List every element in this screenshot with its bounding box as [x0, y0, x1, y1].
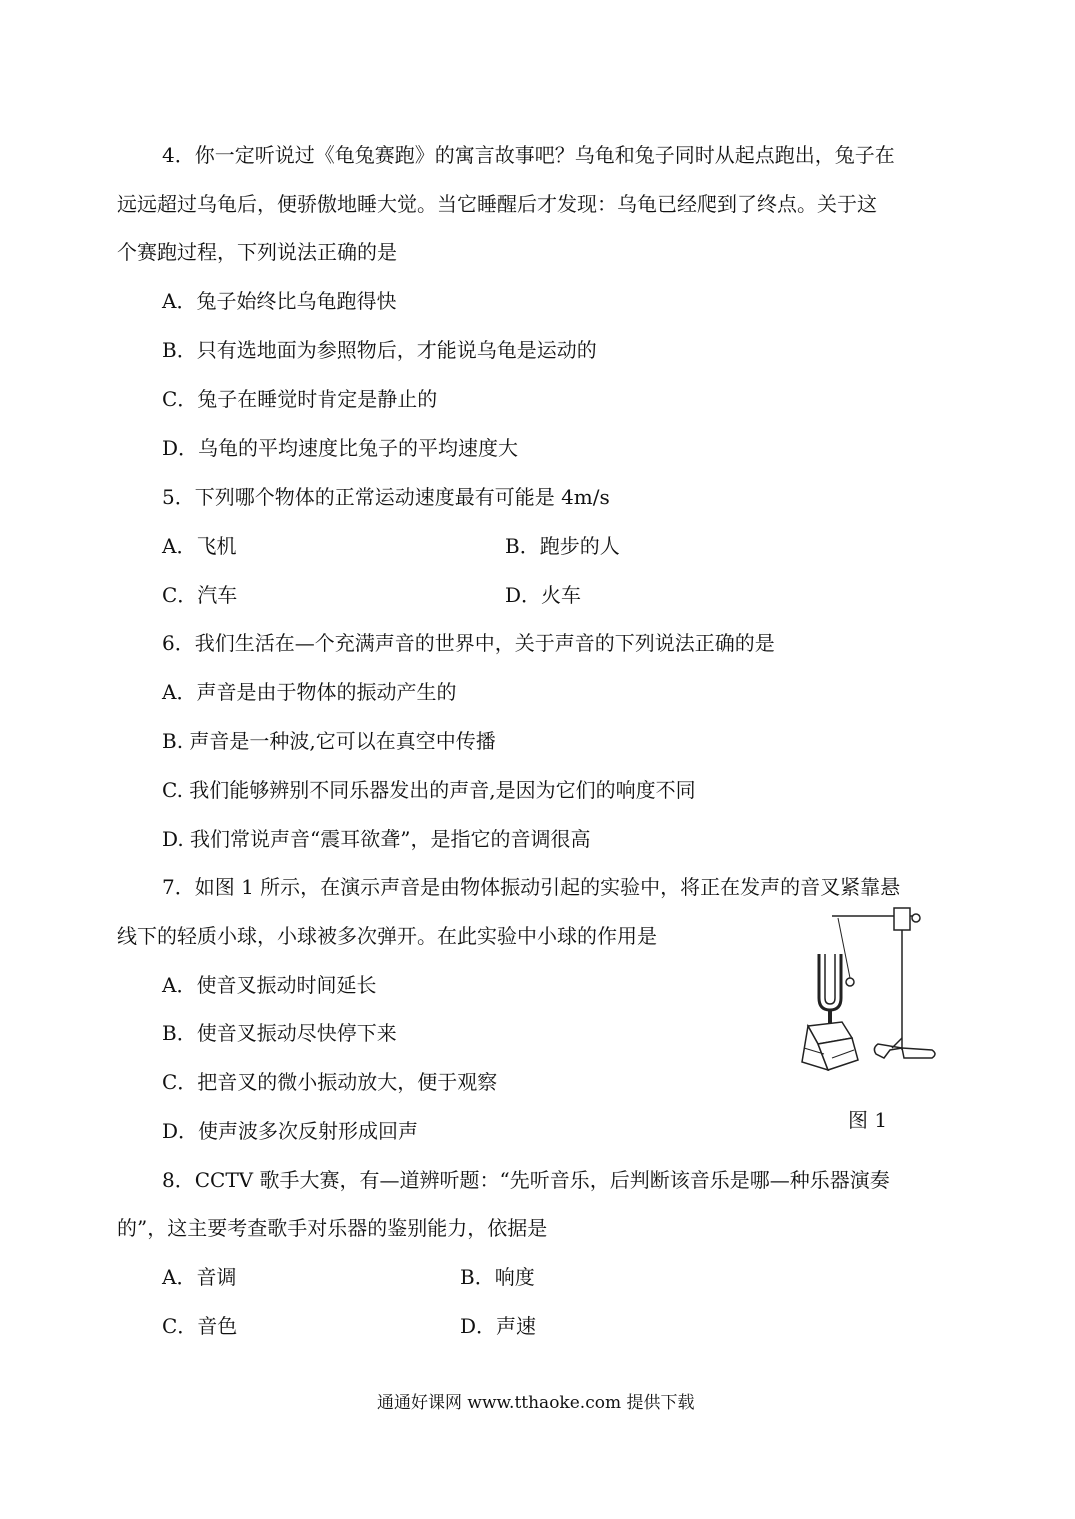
q4-option-c: C．兔子在睡觉时肯定是静止的: [162, 387, 438, 411]
q6-option-a: A．声音是由于物体的振动产生的: [162, 680, 457, 704]
q7-option-c: C．把音叉的微小振动放大，便于观察: [162, 1070, 498, 1094]
q7-stem-line-2: 线下的轻质小球，小球被多次弹开。在此实验中小球的作用是: [117, 924, 657, 948]
q4-stem-line-2: 远远超过乌龟后，便骄傲地睡大觉。当它睡醒后才发现：乌龟已经爬到了终点。关于这: [117, 192, 877, 216]
q6-option-c: C. 我们能够辨别不同乐器发出的声音,是因为它们的响度不同: [162, 778, 696, 802]
tuning-fork: [819, 954, 841, 1010]
tuning-fork-figure: [792, 898, 942, 1078]
q7-option-b: B．使音叉振动尽快停下来: [162, 1021, 397, 1045]
q8-stem-line-1: 8．CCTV 歌手大赛，有—道辨听题：“先听音乐，后判断该音乐是哪—种乐器演奏: [162, 1168, 890, 1192]
q7-option-d: D．使声波多次反射形成回声: [162, 1119, 419, 1143]
stand-clamp: [894, 908, 910, 930]
q6-option-d: D. 我们常说声音“震耳欲聋”，是指它的音调很高: [162, 827, 591, 851]
q4-option-d: D．乌龟的平均速度比兔子的平均速度大: [162, 436, 519, 460]
q4-option-a: A．兔子始终比乌龟跑得快: [162, 289, 397, 313]
q4-stem-line-3: 个赛跑过程，下列说法正确的是: [117, 240, 397, 264]
q4-stem-line-1: 4．你一定听说过《龟兔赛跑》的寓言故事吧？乌龟和兔子同时从起点跑出，兔子在: [162, 143, 895, 167]
q8-option-a: A．音调: [162, 1265, 237, 1289]
q8-option-b: B．响度: [460, 1265, 535, 1289]
figure-1-caption: 图 1: [848, 1108, 888, 1132]
q4-option-b: B．只有选地面为参照物后，才能说乌龟是运动的: [162, 338, 597, 362]
q8-stem-line-2: 的”，这主要考查歌手对乐器的鉴别能力，依据是: [117, 1216, 548, 1240]
q5-option-a: A．飞机: [162, 534, 237, 558]
q7-option-a: A．使音叉振动时间延长: [162, 973, 377, 997]
q8-option-d: D．声速: [460, 1314, 537, 1338]
q8-option-c: C．音色: [162, 1314, 238, 1338]
light-ball: [846, 978, 854, 986]
q5-option-c: C．汽车: [162, 583, 238, 607]
q7-stem-line-1: 7．如图 1 所示，在演示声音是由物体振动引起的实验中，将正在发声的音叉紧靠悬: [162, 875, 901, 899]
q5-option-b: B．跑步的人: [505, 534, 620, 558]
q6-stem: 6．我们生活在—个充满声音的世界中，关于声音的下列说法正确的是: [162, 631, 775, 655]
q5-stem: 5．下列哪个物体的正常运动速度最有可能是 4m/s: [162, 485, 610, 509]
q6-option-b: B. 声音是一种波,它可以在真空中传播: [162, 729, 496, 753]
page-footer: 通通好课网 www.tthaoke.com 提供下载: [377, 1393, 695, 1413]
q5-option-d: D．火车: [505, 583, 582, 607]
stand-base: [874, 1044, 902, 1058]
